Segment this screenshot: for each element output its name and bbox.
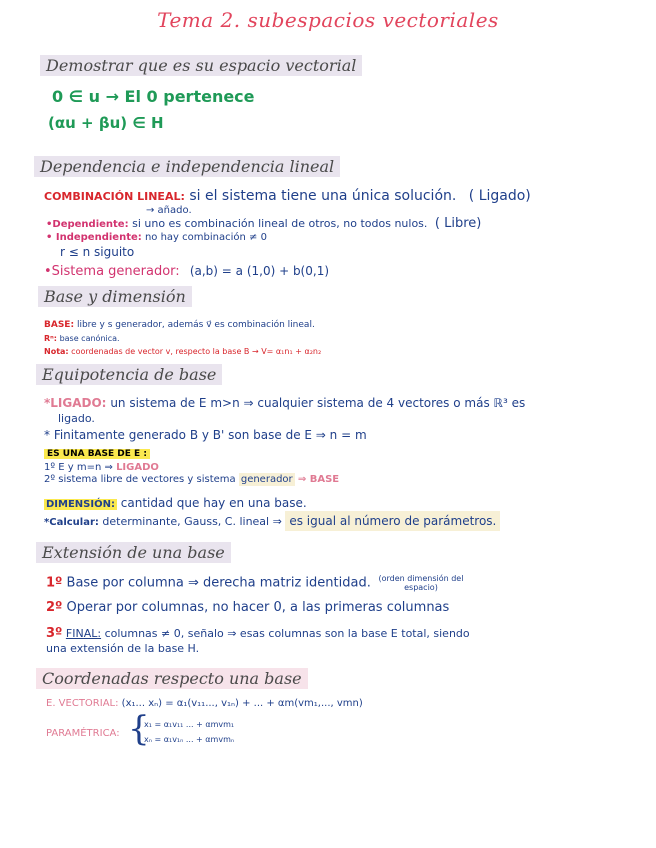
heading-base-dimension: Base y dimensión (38, 286, 192, 307)
calcular-line (44, 514, 500, 528)
sistema-generador-line (44, 264, 329, 279)
es-base-item-2 (44, 474, 339, 485)
e-vectorial-text: (x₁... xₙ) = α₁(v₁₁..., v₁ₙ) + ... + αm(vm₁,..., vmn) (121, 698, 363, 709)
heading-extension: Extensión de una base (36, 542, 231, 563)
parametrica-line-2: xₙ = α₁v₁ₙ ... + αmvmₙ (144, 735, 235, 744)
paso-2-line (46, 600, 449, 615)
e-vectorial-line (46, 698, 363, 709)
combinacion-text: si el sistema tiene una única solución. (189, 188, 457, 204)
paso-1-line (46, 574, 467, 592)
parametrica-label: PARAMÉTRICA: (46, 728, 120, 739)
page-title: Tema 2. subespacios vectoriales (157, 8, 499, 32)
finitamente-text: generado B y B' son base de E ⇒ n = m (128, 428, 367, 442)
paso-3-continued: una extensión de la base H. (46, 642, 200, 655)
calcular-text-highlight: es igual al número de parámetros. (285, 511, 500, 531)
paso-2-text: Operar por columnas, no hacer 0, a las primeras columnas (66, 600, 450, 615)
es-una-base-label: ES UNA BASE DE E : (44, 449, 150, 459)
paso-3-line (46, 626, 470, 641)
rn-text: base canónica. (59, 334, 120, 343)
rn-line (44, 334, 120, 343)
finitamente-line (44, 428, 367, 442)
paso-3-number: 3º (46, 626, 63, 641)
dimension-line (44, 496, 307, 510)
parametrica-line-1: x₁ = α₁v₁₁ ... + αmvm₁ (144, 720, 235, 729)
e-vectorial-label: E. VECTORIAL: (46, 698, 119, 709)
independiente-label: • Independiente: (46, 232, 142, 243)
nota-text: coordenadas de vector v, respecto la base B → V= α₁n₁ + α₂n₂ (71, 347, 322, 356)
zero-belongs-line: 0 ∈ u → El 0 pertenece (52, 87, 255, 106)
dependiente-line (46, 216, 481, 231)
combinacion-label: COMBINACIÓN LINEAL: (44, 190, 185, 203)
ligado-line (44, 396, 525, 410)
paso-3-label: FINAL: (65, 627, 102, 640)
rn-label: Rⁿ: (44, 334, 58, 343)
dependiente-label: •Dependiente: (46, 219, 129, 230)
brace-icon: { (128, 709, 150, 749)
dimension-label: DIMENSIÓN: (46, 499, 115, 510)
es-base-item-2-generador: generador (240, 474, 293, 485)
nota-label: Nota: (44, 347, 69, 356)
es-base-item-1-ligado: LIGADO (116, 462, 159, 473)
base-text: libre y s generador, además v⃗ es combinación lineal. (76, 320, 315, 330)
sistema-generador-label: •Sistema generador: (44, 264, 180, 279)
base-line (44, 320, 315, 330)
independiente-line (46, 232, 267, 243)
closure-line: (αu + βu) ∈ H (48, 114, 164, 132)
es-base-item-2-text: 2º sistema libre de vectores y sistema (44, 474, 236, 485)
dimension-text: cantidad que hay en una base. (120, 496, 307, 510)
es-base-item-1 (44, 462, 159, 473)
combinacion-lineal-line (44, 188, 531, 204)
heading-dependencia: Dependencia e independencia lineal (34, 156, 340, 177)
base-label: BASE: (44, 320, 75, 330)
nota-line (44, 347, 321, 356)
paso-1-note: (orden dimensión del espacio) (378, 574, 464, 592)
calcular-label: *Calcular: (44, 517, 99, 528)
es-base-item-1-text: 1º E y m=n ⇒ (44, 462, 113, 473)
dependiente-text: si uno es combinación lineal de otros, no todos nulos. (132, 217, 428, 230)
paso-1-number: 1º (46, 575, 63, 591)
sistema-generador-text: (a,b) = a (1,0) + b(0,1) (189, 264, 330, 278)
anadido-note: → añado. (146, 205, 192, 216)
finitamente-label: * Finitamente (44, 428, 125, 442)
heading-coordenadas: Coordenadas respecto una base (36, 668, 308, 689)
paso-2-number: 2º (46, 600, 63, 615)
ligado-label: *LIGADO: (44, 396, 107, 410)
rank-condition: r ≤ n siguito (60, 245, 135, 259)
independiente-text: no hay combinación ≠ 0 (144, 232, 267, 243)
paso-3-text: columnas ≠ 0, señalo ⇒ esas columnas son la base E total, siendo (104, 627, 470, 640)
heading-demostrar: Demostrar que es su espacio vectorial (40, 55, 362, 76)
ligado-text: un sistema de E m>n ⇒ cualquier sistema de 4 vectores o más ℝ³ es (110, 396, 526, 410)
es-base-item-2-base: ⇒ BASE (297, 474, 340, 485)
dependiente-tag: ( Libre) (434, 216, 482, 231)
heading-equipotencia: Equipotencia de base (36, 364, 222, 385)
ligado-continued: ligado. (58, 412, 95, 425)
paso-1-text: Base por columna ⇒ derecha matriz identidad. (66, 575, 371, 591)
combinacion-tag: ( Ligado) (468, 188, 531, 204)
calcular-text: determinante, Gauss, C. lineal ⇒ (102, 515, 282, 528)
